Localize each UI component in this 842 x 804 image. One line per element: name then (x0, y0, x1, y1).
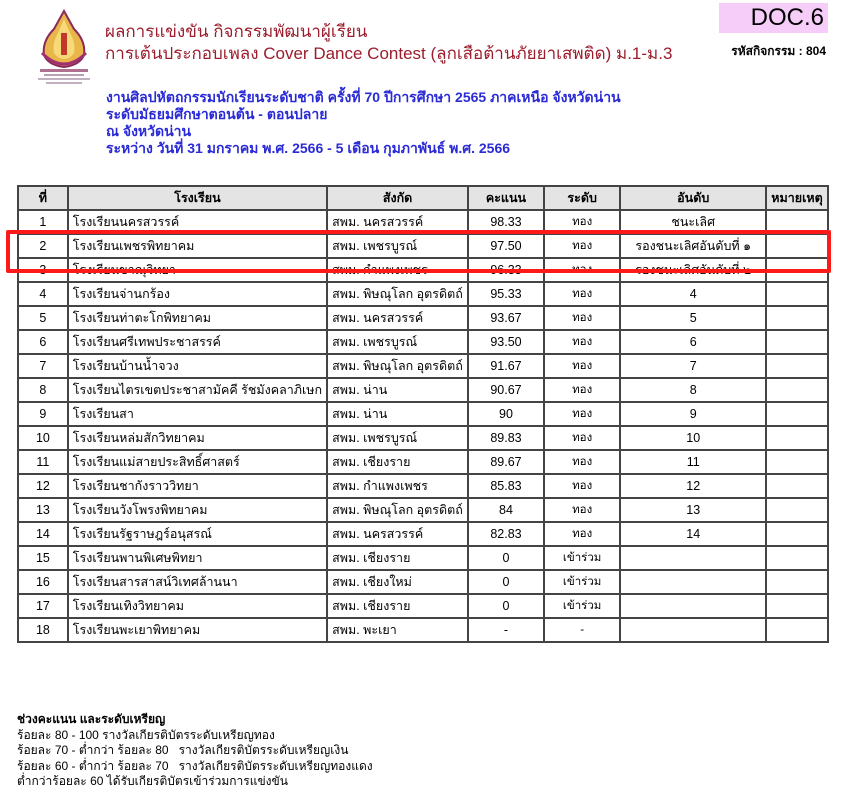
col-header-level: ระดับ (544, 186, 621, 210)
row-number-cell: 5 (18, 306, 68, 330)
rank-cell: 8 (620, 378, 766, 402)
score-cell: 90.67 (468, 378, 544, 402)
affiliation-cell: สพม. พิษณุโลก อุตรดิตถ์ (327, 282, 468, 306)
affiliation-cell: สพม. เพชรบูรณ์ (327, 426, 468, 450)
event-emblem-logo (34, 9, 94, 89)
medal-level-cell: ทอง (544, 474, 621, 498)
medal-level-cell: ทอง (544, 378, 621, 402)
rank-cell (620, 546, 766, 570)
school-name-cell: โรงเรียนเพชรพิทยาคม (68, 234, 327, 258)
row-number-cell: 6 (18, 330, 68, 354)
table-row (18, 498, 828, 522)
col-header-school: โรงเรียน (68, 186, 327, 210)
row-number-cell: 1 (18, 210, 68, 234)
score-cell: 91.67 (468, 354, 544, 378)
note-cell (766, 522, 828, 546)
rank-cell: 7 (620, 354, 766, 378)
medal-level-cell: ทอง (544, 282, 621, 306)
row-number-cell: 18 (18, 618, 68, 642)
rank-cell: 12 (620, 474, 766, 498)
col-header-score: คะแนน (468, 186, 544, 210)
note-cell (766, 258, 828, 282)
school-name-cell: โรงเรียนจ่านกร้อง (68, 282, 327, 306)
affiliation-cell: สพม. กำแพงเพชร (327, 258, 468, 282)
score-cell: 93.50 (468, 330, 544, 354)
affiliation-cell: สพม. น่าน (327, 378, 468, 402)
affiliation-cell: สพม. เพชรบูรณ์ (327, 330, 468, 354)
rank-cell: 13 (620, 498, 766, 522)
medal-level-cell: เข้าร่วม (544, 594, 621, 618)
medal-level-cell: ทอง (544, 522, 621, 546)
medal-level-cell: ทอง (544, 402, 621, 426)
row-number-cell: 12 (18, 474, 68, 498)
note-cell (766, 234, 828, 258)
school-name-cell: โรงเรียนรัฐราษฎร์อนุสรณ์ (68, 522, 327, 546)
title-line-1: ผลการแข่งขัน กิจกรรมพัฒนาผู้เรียน (105, 22, 368, 41)
row-number-cell: 8 (18, 378, 68, 402)
score-cell: 90 (468, 402, 544, 426)
school-name-cell: โรงเรียนเทิงวิทยาคม (68, 594, 327, 618)
results-table (17, 185, 829, 643)
event-level: ระดับมัธยมศึกษาตอนต้น - ตอนปลาย (106, 106, 328, 122)
medal-level-cell: ทอง (544, 306, 621, 330)
row-number-cell: 11 (18, 450, 68, 474)
score-cell: - (468, 618, 544, 642)
medal-level-cell: ทอง (544, 450, 621, 474)
note-cell (766, 594, 828, 618)
score-cell: 93.67 (468, 306, 544, 330)
row-number-cell: 17 (18, 594, 68, 618)
table-row (18, 570, 828, 594)
legend-bronze: ร้อยละ 60 - ต่ำกว่า ร้อยละ 70 รางวัลเกียรติบัตรระดับเหรียญทองแดง (17, 758, 373, 773)
score-cell: 84 (468, 498, 544, 522)
score-cell: 0 (468, 570, 544, 594)
table-row (18, 450, 828, 474)
row-number-cell: 2 (18, 234, 68, 258)
affiliation-cell: สพม. นครสวรรค์ (327, 522, 468, 546)
col-header-note: หมายเหตุ (766, 186, 828, 210)
affiliation-cell: สพม. เชียงใหม่ (327, 570, 468, 594)
school-name-cell: โรงเรียนไตรเขตประชาสามัคคี รัชมังคลาภิเษก (68, 378, 327, 402)
score-legend (17, 712, 373, 790)
table-row (18, 306, 828, 330)
score-cell: 82.83 (468, 522, 544, 546)
note-cell (766, 498, 828, 522)
note-cell (766, 618, 828, 642)
event-location: ณ จังหวัดน่าน (106, 123, 192, 139)
legend-silver: ร้อยละ 70 - ต่ำกว่า ร้อยละ 80 รางวัลเกียรติบัตรระดับเหรียญเงิน (17, 743, 349, 757)
rank-cell: 6 (620, 330, 766, 354)
note-cell (766, 402, 828, 426)
score-cell: 96.33 (468, 258, 544, 282)
table-row (18, 378, 828, 402)
table-row (18, 522, 828, 546)
table-header-row (18, 186, 828, 210)
event-info (106, 89, 621, 157)
affiliation-cell: สพม. เชียงราย (327, 450, 468, 474)
row-number-cell: 15 (18, 546, 68, 570)
score-cell: 0 (468, 594, 544, 618)
school-name-cell: โรงเรียนแม่สายประสิทธิ์ศาสตร์ (68, 450, 327, 474)
school-name-cell: โรงเรียนหล่มสักวิทยาคม (68, 426, 327, 450)
school-name-cell: โรงเรียนพะเยาพิทยาคม (68, 618, 327, 642)
document-title (105, 21, 672, 65)
col-header-no: ที่ (18, 186, 68, 210)
rank-cell: 5 (620, 306, 766, 330)
row-number-cell: 7 (18, 354, 68, 378)
note-cell (766, 210, 828, 234)
note-cell (766, 330, 828, 354)
rank-cell: 10 (620, 426, 766, 450)
row-number-cell: 14 (18, 522, 68, 546)
row-number-cell: 3 (18, 258, 68, 282)
rank-cell: 14 (620, 522, 766, 546)
affiliation-cell: สพม. นครสวรรค์ (327, 306, 468, 330)
affiliation-cell: สพม. เชียงราย (327, 546, 468, 570)
rank-cell: 9 (620, 402, 766, 426)
rank-cell (620, 618, 766, 642)
legend-participation: ต่ำกว่าร้อยละ 60 ได้รับเกียรติบัตรเข้าร่วมการแข่งขัน (17, 774, 288, 788)
note-cell (766, 570, 828, 594)
table-row (18, 234, 828, 258)
event-name: งานศิลปหัตถกรรมนักเรียนระดับชาติ ครั้งที่ 70 ปีการศึกษา 2565 ภาคเหนือ จังหวัดน่าน (106, 89, 621, 105)
title-line-2: การเต้นประกอบเพลง Cover Dance Contest (ลูกเสือต้านภัยยาเสพติด) ม.1-ม.3 (105, 44, 673, 63)
activity-code: รหัสกิจกรรม : 804 (731, 44, 826, 58)
rank-cell: รองชนะเลิศอันดับที่ ๑ (620, 234, 766, 258)
row-number-cell: 16 (18, 570, 68, 594)
score-cell: 85.83 (468, 474, 544, 498)
note-cell (766, 546, 828, 570)
medal-level-cell: ทอง (544, 330, 621, 354)
doc-number-badge (719, 3, 828, 33)
table-row (18, 546, 828, 570)
note-cell (766, 426, 828, 450)
rank-cell: 11 (620, 450, 766, 474)
rank-cell (620, 570, 766, 594)
table-row (18, 330, 828, 354)
col-header-affiliation: สังกัด (327, 186, 468, 210)
medal-level-cell: ทอง (544, 234, 621, 258)
affiliation-cell: สพม. เพชรบูรณ์ (327, 234, 468, 258)
note-cell (766, 474, 828, 498)
row-number-cell: 13 (18, 498, 68, 522)
legend-gold: ร้อยละ 80 - 100 รางวัลเกียรติบัตรระดับเหรียญทอง (17, 727, 275, 742)
table-row (18, 426, 828, 450)
legend-heading: ช่วงคะแนน และระดับเหรียญ (17, 712, 166, 726)
school-name-cell: โรงเรียนสารสาสน์วิเทศล้านนา (68, 570, 327, 594)
medal-level-cell: ทอง (544, 498, 621, 522)
doc-number: DOC.6 (750, 4, 824, 31)
score-cell: 98.33 (468, 210, 544, 234)
medal-level-cell: เข้าร่วม (544, 546, 621, 570)
affiliation-cell: สพม. นครสวรรค์ (327, 210, 468, 234)
medal-level-cell: ทอง (544, 258, 621, 282)
school-name-cell: โรงเรียนนครสวรรค์ (68, 210, 327, 234)
table-row (18, 282, 828, 306)
table-row (18, 618, 828, 642)
school-name-cell: โรงเรียนศรีเทพประชาสรรค์ (68, 330, 327, 354)
affiliation-cell: สพม. พิษณุโลก อุตรดิตถ์ (327, 498, 468, 522)
rank-cell: 4 (620, 282, 766, 306)
school-name-cell: โรงเรียนชากังราววิทยา (68, 474, 327, 498)
school-name-cell: โรงเรียนสา (68, 402, 327, 426)
medal-level-cell: ทอง (544, 426, 621, 450)
row-number-cell: 10 (18, 426, 68, 450)
note-cell (766, 450, 828, 474)
score-cell: 97.50 (468, 234, 544, 258)
affiliation-cell: สพม. เชียงราย (327, 594, 468, 618)
affiliation-cell: สพม. น่าน (327, 402, 468, 426)
school-name-cell: โรงเรียนวังโพรงพิทยาคม (68, 498, 327, 522)
rank-cell: ชนะเลิศ (620, 210, 766, 234)
medal-level-cell: ทอง (544, 354, 621, 378)
emblem-icon (34, 9, 94, 89)
score-cell: 89.67 (468, 450, 544, 474)
affiliation-cell: สพม. กำแพงเพชร (327, 474, 468, 498)
score-cell: 0 (468, 546, 544, 570)
school-name-cell: โรงเรียนขาณุวิทยา (68, 258, 327, 282)
row-number-cell: 9 (18, 402, 68, 426)
rank-cell (620, 594, 766, 618)
affiliation-cell: สพม. พิษณุโลก อุตรดิตถ์ (327, 354, 468, 378)
school-name-cell: โรงเรียนท่าตะโกพิทยาคม (68, 306, 327, 330)
row-number-cell: 4 (18, 282, 68, 306)
table-row (18, 354, 828, 378)
table-row (18, 258, 828, 282)
score-cell: 89.83 (468, 426, 544, 450)
note-cell (766, 282, 828, 306)
table-row (18, 210, 828, 234)
col-header-rank: อันดับ (620, 186, 766, 210)
table-row (18, 474, 828, 498)
school-name-cell: โรงเรียนบ้านน้ำจวง (68, 354, 327, 378)
event-dates: ระหว่าง วันที่ 31 มกราคม พ.ศ. 2566 - 5 เดือน กุมภาพันธ์ พ.ศ. 2566 (106, 140, 511, 156)
results-table-body (18, 210, 828, 642)
medal-level-cell: - (544, 618, 621, 642)
note-cell (766, 306, 828, 330)
medal-level-cell: ทอง (544, 210, 621, 234)
table-row (18, 402, 828, 426)
note-cell (766, 378, 828, 402)
affiliation-cell: สพม. พะเยา (327, 618, 468, 642)
medal-level-cell: เข้าร่วม (544, 570, 621, 594)
school-name-cell: โรงเรียนพานพิเศษพิทยา (68, 546, 327, 570)
table-row (18, 594, 828, 618)
note-cell (766, 354, 828, 378)
score-cell: 95.33 (468, 282, 544, 306)
rank-cell: รองชนะเลิศอันดับที่ ๒ (620, 258, 766, 282)
